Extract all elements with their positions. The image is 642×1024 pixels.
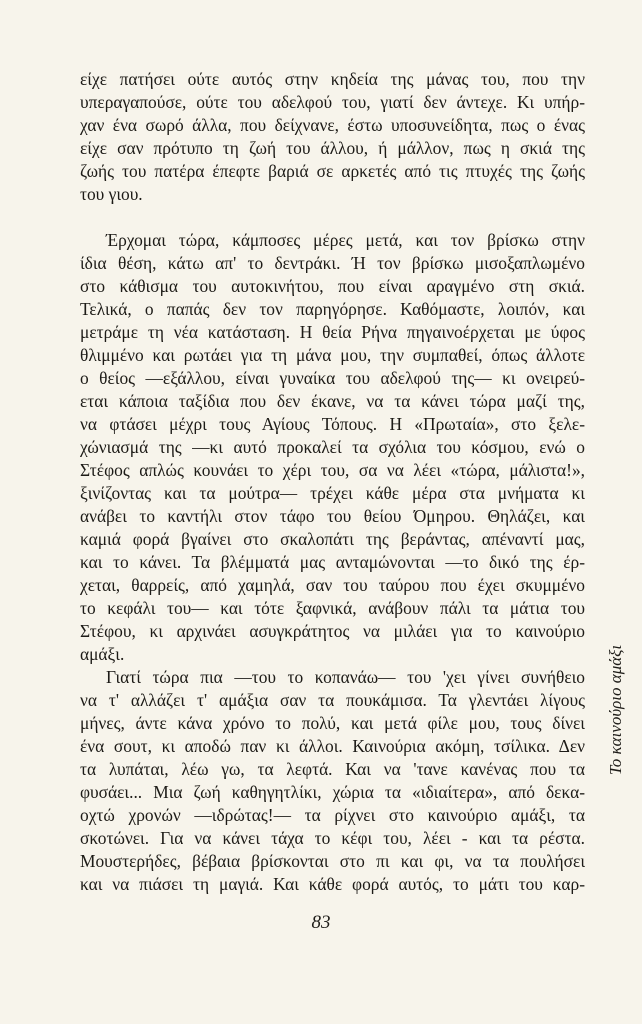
text-line: και το κάνει. Τα βλέμματά μας ανταμώνονται —το δικό της έρ-: [80, 552, 585, 572]
text-line: Τελικά, ο παπάς δεν τον παρηγόρησε. Καθόμαστε, λοιπόν, και: [80, 299, 585, 319]
text-line: στο κάθισμα του αυτοκινήτου, που είναι αραγμένο στη σκιά.: [80, 276, 585, 296]
text-line: χώνιασμά της —κι αυτό προκαλεί τα σχόλια του κόσμου, ενώ ο: [80, 437, 585, 457]
text-line: Στέφος απλώς κουνάει το χέρι του, σα να λέει «τώρα, μάλιστα!»,: [80, 460, 585, 480]
paragraph: [80, 68, 585, 206]
text-line: ζωής του πατέρα έπεφτε βαριά σε αρκετές από τις πτυχές της ζωής: [80, 161, 585, 181]
running-head-title: Το καινούριο αμάξι: [606, 644, 625, 776]
text-line: φυσάει... Μια ζωή καθηγητλίκι, χώρια τα «ιδιαίτερα», από δεκα-: [80, 782, 585, 802]
paragraph: [80, 229, 585, 666]
text-line: να φτάσει μέχρι τους Αγίους Τόπους. Η «Πρωταία», στο ξελε-: [80, 414, 585, 434]
text-line: ξινίζοντας και τα μούτρα— τρέχει κάθε μέρα στα μνήματα κι: [80, 483, 585, 503]
body-text: [80, 68, 585, 896]
text-line: υπεραγαπούσε, ούτε του αδελφού του, γιατί δεν άντεχε. Κι υπήρ-: [80, 92, 585, 112]
text-line: μήνες, άντε κάνα χρόνο το πολύ, και μετά φίλε μου, τους δίνει: [80, 713, 585, 733]
text-line: και να πιάσει τη μαγιά. Και κάθε φορά αυτός, το μάτι του καρ-: [80, 874, 585, 894]
text-line: μετράμε τη νέα κατάσταση. Η θεία Ρήνα πηγαινοέρχεται με ύφος: [80, 322, 585, 342]
text-line: Γιατί τώρα πια —του το κοπανάω— του 'χει γίνει συνήθειο: [106, 667, 585, 687]
page-number: 83: [311, 912, 331, 933]
text-line: καμιά φορά βγαίνει στο σκαλοπάτι της βεράντας, απέναντί μας,: [80, 529, 585, 549]
paragraph-gap: [80, 206, 585, 229]
text-line: ο θείος —εξάλλου, είναι γυναίκα του αδελφού της— κι ονειρεύ-: [80, 368, 585, 388]
text-line: οχτώ χρονών —ιδρώτας!— τα ρίχνει στο καινούριο αμάξι, τα: [80, 805, 585, 825]
text-line: ίδια θέση, κάτω απ' το δεντράκι. Ή τον βρίσκω μισοξαπλωμένο: [80, 253, 585, 273]
text-line: αμάξι.: [80, 644, 125, 664]
text-line: τα λυπάται, λέω γω, τα λεφτά. Και να 'τανε κανένας που τα: [80, 759, 585, 779]
text-line: χαν ένα σωρό άλλα, που δείχνανε, έστω υποσυνείδητα, πως ο ένας: [80, 115, 585, 135]
text-line: του γιου.: [80, 184, 143, 204]
running-head: [596, 610, 636, 810]
text-line: Μουστερήδες, βέβαια βρίσκονται στο πι και φι, να τα πουλήσει: [80, 851, 585, 871]
text-line: χεται, θαρρείς, από χαμηλά, σαν του ταύρου που έχει σκυμμένο: [80, 575, 585, 595]
text-line: Έρχομαι τώρα, κάμποσες μέρες μετά, και τον βρίσκω στην: [106, 230, 585, 250]
text-line: εται κάποια ταξίδια που δεν έκανε, να τα κάνει τώρα μαζί της,: [80, 391, 585, 411]
text-line: να τ' αλλάζει τ' αμάξια σαν τα πουκάμισα. Τα γλεντάει λίγους: [80, 690, 585, 710]
text-line: ανάβει το καντήλι στον τάφο του θείου Όμηρου. Θηλάζει, και: [80, 506, 585, 526]
text-line: θλιμμένο και ρωτάει για τη μάνα μου, την συμπαθεί, όπως άλλοτε: [80, 345, 585, 365]
text-line: το κεφάλι του— και τότε ξαφνικά, ανάβουν πάλι τα μάτια του: [80, 598, 585, 618]
text-line: σκοτώνει. Για να κάνει τάχα το κέφι του, λέει - και τα ρέστα.: [80, 828, 585, 848]
paragraph: [80, 666, 585, 896]
text-line: είχε σαν πρότυπο τη ζωή του άλλου, ή μάλλον, πως η σκιά της: [80, 138, 585, 158]
text-line: είχε πατήσει ούτε αυτός στην κηδεία της μάνας του, που την: [80, 69, 585, 89]
text-line: ένα σουτ, κι αποδώ παν κι άλλοι. Καινούρια ακόμη, τσίλικα. Δεν: [80, 736, 585, 756]
text-line: Στέφου, κι αρχινάει ασυγκράτητος να μιλάει για το καινούριο: [80, 621, 585, 641]
